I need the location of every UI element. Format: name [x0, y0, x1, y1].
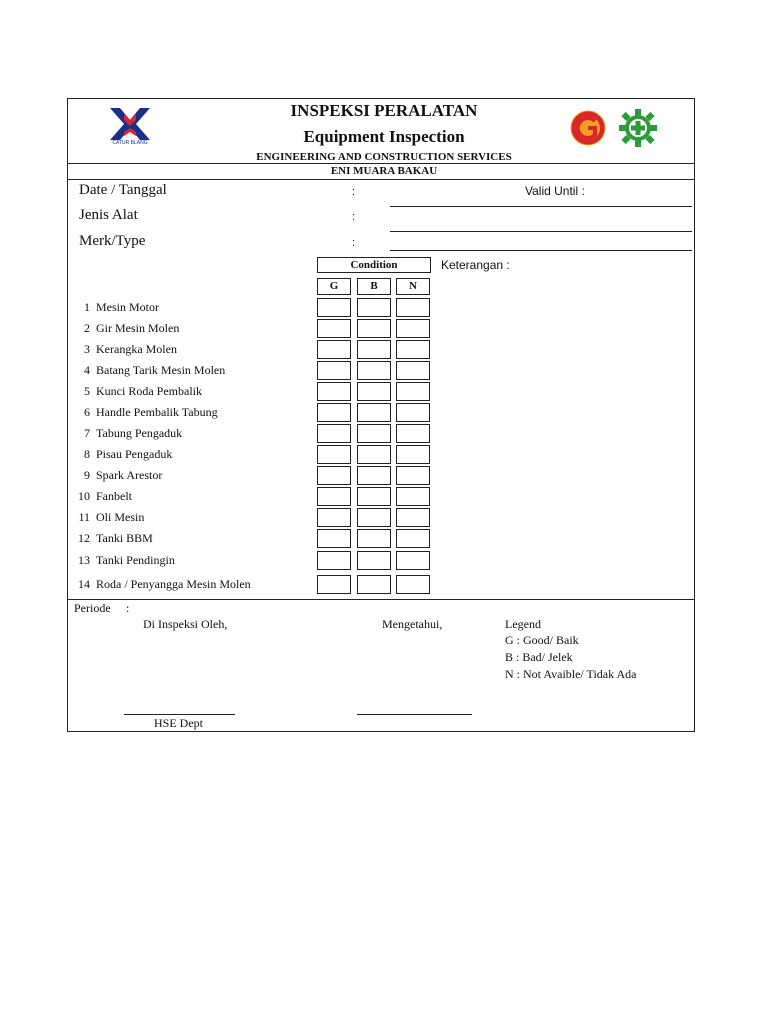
checkbox-not-available[interactable]	[396, 424, 430, 443]
item-number: 14	[78, 577, 90, 591]
department-name: ENGINEERING AND CONSTRUCTION SERVICES	[256, 151, 512, 163]
item-label: Gir Mesin Molen	[96, 321, 180, 335]
item-label: Kerangka Molen	[96, 342, 177, 356]
legend-good: G : Good/ Baik	[505, 633, 579, 647]
item-number: 2	[84, 321, 90, 335]
item-number: 12	[78, 531, 90, 545]
periode-colon: :	[126, 601, 130, 615]
form-title: INSPEKSI PERALATAN	[290, 101, 478, 120]
merk-type-colon: :	[352, 237, 356, 249]
item-label: Fanbelt	[96, 489, 132, 503]
checkbox-not-available[interactable]	[396, 298, 430, 317]
item-number: 1	[84, 300, 90, 314]
checkbox-good[interactable]	[317, 424, 351, 443]
divider	[67, 599, 695, 600]
col-header-g: G	[317, 278, 351, 295]
checkbox-bad[interactable]	[357, 340, 391, 359]
merk-type-line[interactable]	[390, 250, 692, 251]
divider	[67, 163, 695, 164]
acknowledged-label: Mengetahui,	[382, 617, 443, 631]
merk-type-label: Merk/Type	[79, 233, 146, 249]
checkbox-bad[interactable]	[357, 575, 391, 594]
item-label: Oli Mesin	[96, 510, 145, 524]
checkbox-bad[interactable]	[357, 298, 391, 317]
date-label: Date / Tanggal	[79, 182, 167, 198]
logo-caption: CATUR BLANG	[112, 140, 148, 146]
acknowledger-signature-line[interactable]	[357, 714, 472, 715]
checkbox-good[interactable]	[317, 575, 351, 594]
item-label: Batang Tarik Mesin Molen	[96, 363, 226, 377]
checkbox-not-available[interactable]	[396, 382, 430, 401]
item-label: Roda / Penyangga Mesin Molen	[96, 577, 251, 591]
checkbox-good[interactable]	[317, 445, 351, 464]
checkbox-not-available[interactable]	[396, 319, 430, 338]
divider	[67, 179, 695, 180]
valid-until-line[interactable]	[390, 206, 692, 207]
item-label: Tanki BBM	[96, 531, 153, 545]
jenis-alat-colon: :	[352, 211, 356, 223]
checkbox-bad[interactable]	[357, 529, 391, 548]
checkbox-not-available[interactable]	[396, 551, 430, 570]
item-label: Pisau Pengaduk	[96, 447, 173, 461]
checkbox-good[interactable]	[317, 340, 351, 359]
legend-bad: B : Bad/ Jelek	[505, 650, 573, 664]
checkbox-bad[interactable]	[357, 466, 391, 485]
col-header-b: B	[357, 278, 391, 295]
item-label: Spark Arestor	[96, 468, 163, 482]
item-label: Tanki Pendingin	[96, 553, 175, 567]
checkbox-bad[interactable]	[357, 319, 391, 338]
valid-until-label: Valid Until :	[525, 184, 585, 198]
hse-dept-label: HSE Dept	[154, 716, 203, 730]
checkbox-bad[interactable]	[357, 424, 391, 443]
jenis-alat-label: Jenis Alat	[79, 207, 138, 223]
item-label: Tabung Pengaduk	[96, 426, 183, 440]
form-subtitle: Equipment Inspection	[303, 127, 465, 146]
checkbox-good[interactable]	[317, 529, 351, 548]
checkbox-not-available[interactable]	[396, 340, 430, 359]
item-number: 7	[84, 426, 90, 440]
checkbox-good[interactable]	[317, 487, 351, 506]
checkbox-good[interactable]	[317, 298, 351, 317]
item-number: 6	[84, 405, 90, 419]
col-header-n: N	[396, 278, 430, 295]
item-number: 9	[84, 468, 90, 482]
jenis-alat-line[interactable]	[390, 231, 692, 232]
checkbox-not-available[interactable]	[396, 508, 430, 527]
item-number: 13	[78, 553, 90, 567]
item-number: 10	[78, 489, 90, 503]
checkbox-bad[interactable]	[357, 487, 391, 506]
date-colon: :	[352, 186, 356, 198]
checkbox-bad[interactable]	[357, 361, 391, 380]
checkbox-not-available[interactable]	[396, 445, 430, 464]
checkbox-good[interactable]	[317, 319, 351, 338]
checkbox-bad[interactable]	[357, 551, 391, 570]
checkbox-not-available[interactable]	[396, 361, 430, 380]
keterangan-label: Keterangan :	[441, 258, 510, 272]
checkbox-not-available[interactable]	[396, 575, 430, 594]
checkbox-good[interactable]	[317, 551, 351, 570]
item-number: 4	[84, 363, 90, 377]
inspector-signature-line[interactable]	[124, 714, 235, 715]
inspected-by-label: Di Inspeksi Oleh,	[143, 617, 228, 631]
periode-label: Periode	[74, 601, 111, 615]
checkbox-good[interactable]	[317, 361, 351, 380]
checkbox-good[interactable]	[317, 382, 351, 401]
checkbox-bad[interactable]	[357, 508, 391, 527]
checkbox-bad[interactable]	[357, 445, 391, 464]
item-label: Handle Pembalik Tabung	[96, 405, 218, 419]
legend-not-available: N : Not Avaible/ Tidak Ada	[505, 667, 637, 681]
checkbox-good[interactable]	[317, 508, 351, 527]
item-number: 11	[78, 510, 90, 524]
checkbox-good[interactable]	[317, 403, 351, 422]
checkbox-not-available[interactable]	[396, 487, 430, 506]
site-name: ENI MUARA BAKAU	[330, 165, 438, 177]
condition-header: Condition	[317, 257, 431, 273]
item-number: 5	[84, 384, 90, 398]
item-label: Kunci Roda Pembalik	[96, 384, 202, 398]
checkbox-good[interactable]	[317, 466, 351, 485]
item-number: 3	[84, 342, 90, 356]
checkbox-not-available[interactable]	[396, 529, 430, 548]
checkbox-not-available[interactable]	[396, 466, 430, 485]
checkbox-bad[interactable]	[357, 382, 391, 401]
item-number: 8	[84, 447, 90, 461]
checkbox-not-available[interactable]	[396, 403, 430, 422]
checkbox-bad[interactable]	[357, 403, 391, 422]
legend-title: Legend	[505, 617, 541, 631]
item-label: Mesin Motor	[96, 300, 159, 314]
